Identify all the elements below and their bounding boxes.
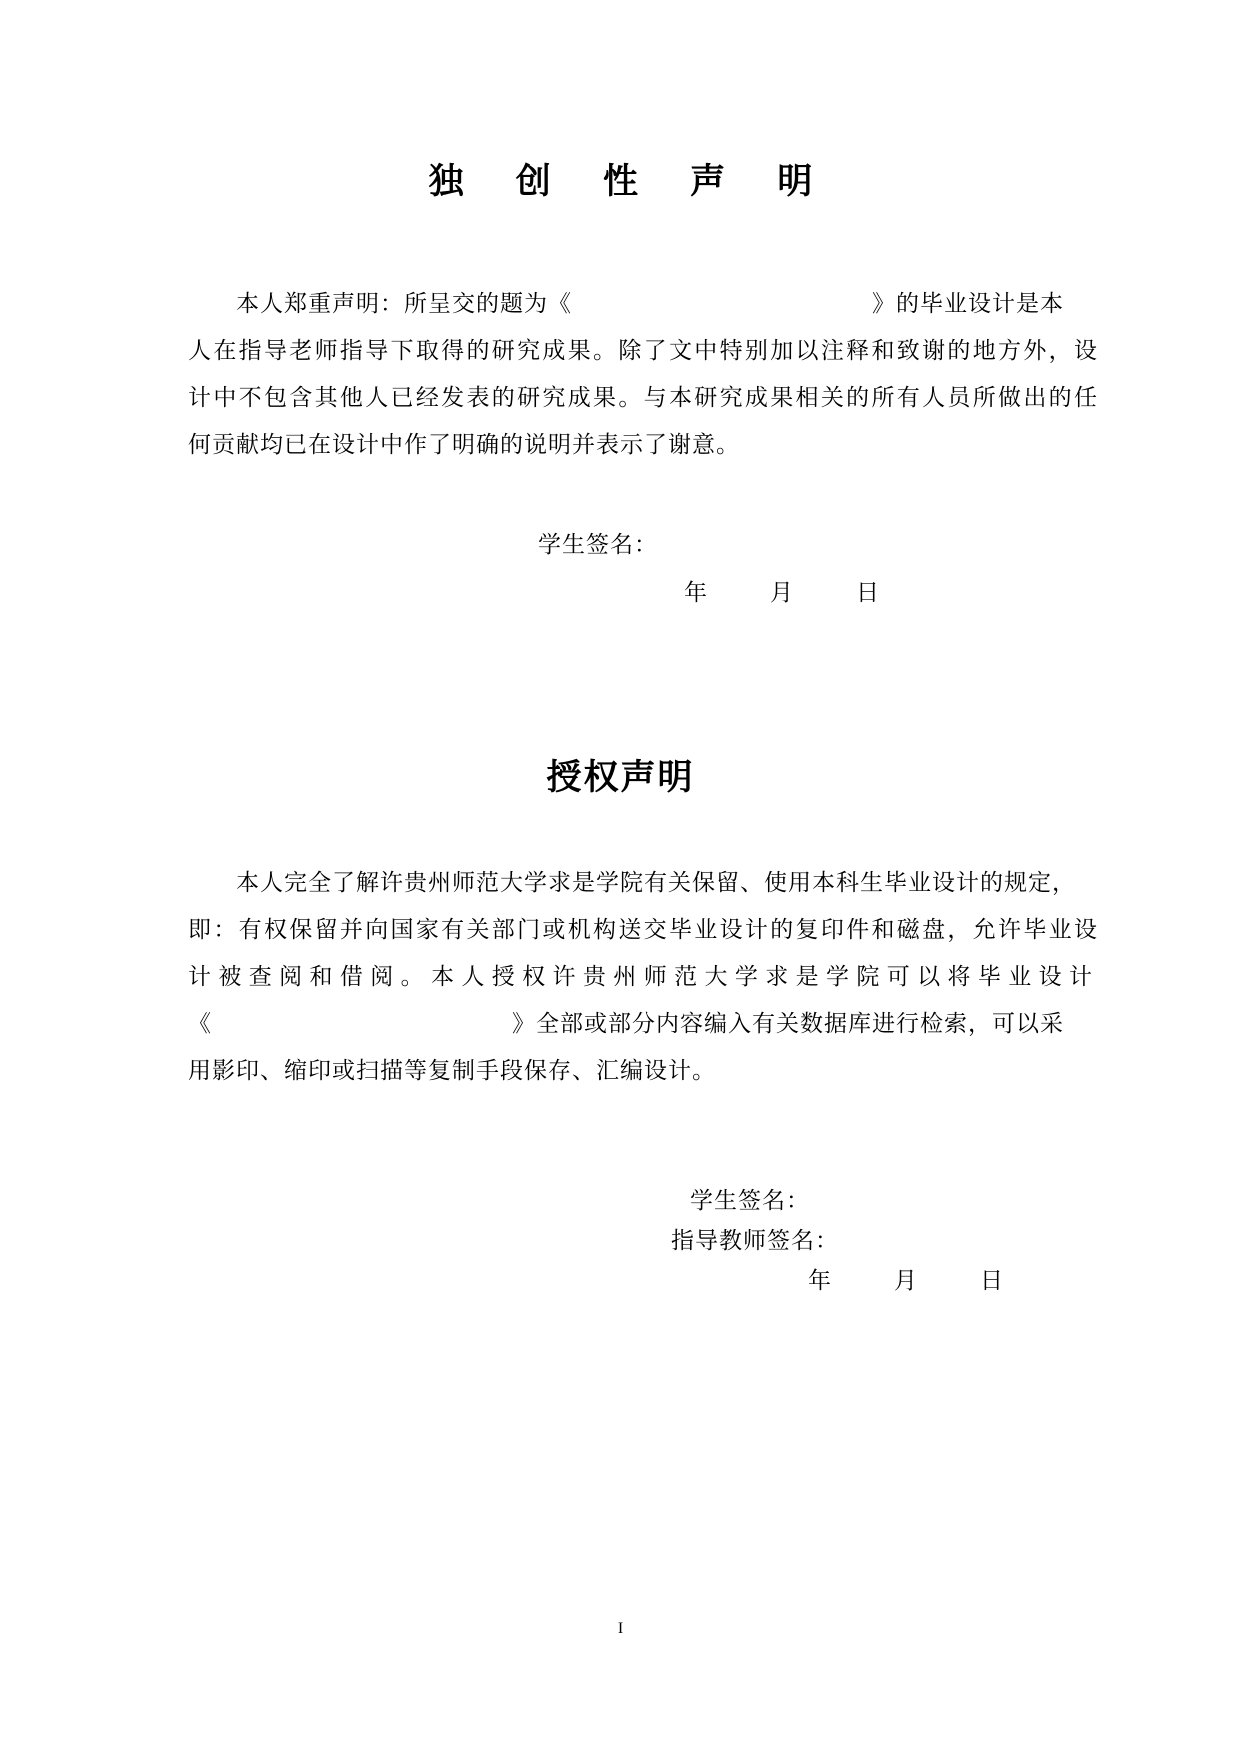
signature-date <box>684 578 880 608</box>
paragraph-line: 何贡献均已在设计中作了明确的说明并表示了谢意。 <box>188 432 740 458</box>
date-month: 月 <box>770 580 794 606</box>
date-day: 日 <box>856 580 880 606</box>
date-month: 月 <box>894 1268 918 1294</box>
advisor-signature-label: 指导教师签名： <box>671 1228 839 1254</box>
paragraph-line: 计被查阅和借阅。本人授权许贵州师范大学求是学院可以将毕业设计 <box>188 964 1098 990</box>
date-day: 日 <box>980 1268 1004 1294</box>
paragraph-line: 本人郑重声明：所呈交的题为《 》的毕业设计是本 <box>236 291 1064 317</box>
paragraph-line: 《 》全部或部分内容编入有关数据库进行检索，可以采 <box>188 1011 1064 1037</box>
signature-date <box>808 1266 1004 1296</box>
paragraph-line: 人在指导老师指导下取得的研究成果。除了文中特别加以注释和致谢的地方外，设 <box>188 338 1098 364</box>
paragraph-line: 即：有权保留并向国家有关部门或机构送交毕业设计的复印件和磁盘，允许毕业设 <box>188 917 1098 943</box>
paragraph-line: 本人完全了解许贵州师范大学求是学院有关保留、使用本科生毕业设计的规定， <box>236 870 1076 896</box>
paragraph-line: 计中不包含其他人已经发表的研究成果。与本研究成果相关的所有人员所做出的任 <box>188 385 1098 411</box>
date-year: 年 <box>808 1268 832 1294</box>
paragraph-line: 用影印、缩印或扫描等复制手段保存、汇编设计。 <box>188 1058 716 1084</box>
student-signature-label: 学生签名： <box>690 1188 810 1214</box>
page-number: I <box>617 1620 624 1637</box>
authorization-declaration-body <box>188 860 1098 1095</box>
originality-declaration-body <box>188 281 1098 469</box>
student-signature-label: 学生签名： <box>538 532 658 558</box>
authorization-declaration-title: 授权声明 <box>546 758 695 798</box>
originality-declaration-title: 独 创 性 声 明 <box>428 162 833 202</box>
date-year: 年 <box>684 580 708 606</box>
